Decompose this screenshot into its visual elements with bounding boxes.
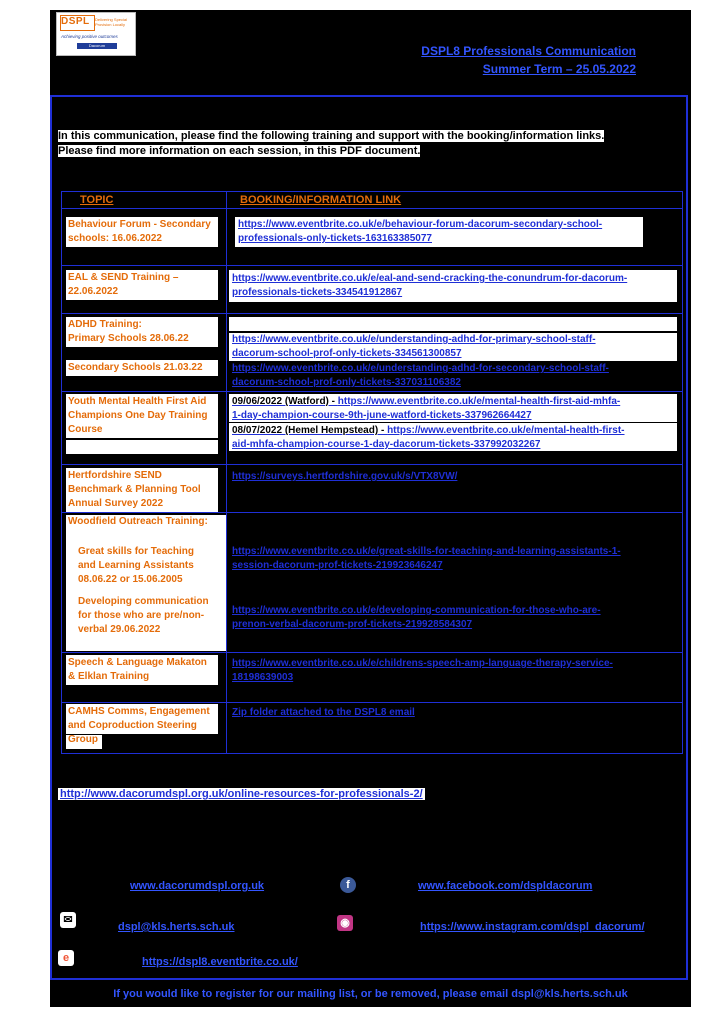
eventbrite-link[interactable]: https://dspl8.eventbrite.co.uk/ [142,956,298,968]
row-line [61,313,683,314]
email-icon: ✉ [60,912,76,928]
speech-language-link[interactable]: https://www.eventbrite.co.uk/e/childrens-speech-amp-language-therapy-service- 18198639003 [232,658,613,683]
header-title: DSPL8 Professionals Communication [421,44,636,58]
logo-area: Dacorum [77,43,117,49]
website-link[interactable]: www.dacorumdspl.org.uk [130,880,265,892]
row-line [61,652,683,653]
instagram-link[interactable]: https://www.instagram.com/dspl_dacorum/ [420,921,645,933]
topic-woodfield: Woodfield Outreach Training: [68,516,208,527]
email-link[interactable]: dspl@kls.herts.sch.uk [118,921,235,933]
intro-line-2: Please find more information on each session, in this PDF document. [58,145,421,157]
woodfield-great-skills-link[interactable]: https://www.eventbrite.co.uk/e/great-skills-for-teaching-and-learning-assistants-1- session-dacorum-prof-tickets-219923646247 [232,546,621,571]
website-icon: ✎ [58,872,74,888]
intro-line-1: In this communication, please find the following training and support with the booking/information links. [58,130,605,142]
row-line [61,265,683,266]
woodfield-communication-link[interactable]: https://www.eventbrite.co.uk/e/developing-communication-for-those-who-are- prenon-verbal-dacorum-prof-tickets-219928584307 [232,605,601,630]
table-divider [226,191,227,754]
instagram-icon: ◉ [337,915,353,931]
mhfa-watford-link[interactable]: 09/06/2022 (Watford) - https://www.eventbrite.co.uk/e/mental-health-first-aid-mhfa- 1-day-champion-course-9th-june-watford-tickets-337962664427 [232,396,621,421]
topic-behaviour-forum: Behaviour Forum - Secondary schools: 16.06.2022 [68,219,211,244]
header-topic: TOPIC [80,194,114,206]
row-line [61,208,683,209]
eventbrite-icon: e [58,950,74,966]
eal-send-link[interactable]: https://www.eventbrite.co.uk/e/eal-and-send-cracking-the-conundrum-for-dacorum- professionals-tickets-334541912867 [232,273,628,298]
topic-youth-mhfa: Youth Mental Health First Aid Champions One Day Training Course [68,396,208,435]
herts-survey-link[interactable]: https://surveys.hertfordshire.gov.uk/s/VTX8VW/ [232,471,458,482]
facebook-link[interactable]: www.facebook.com/dspldacorum [418,880,593,892]
header-date: Summer Term – 25.05.2022 [482,62,636,76]
adhd-secondary-link[interactable]: https://www.eventbrite.co.uk/e/understanding-adhd-for-secondary-school-staff- dacorum-school-prof-only-tickets-337031106382 [232,363,609,388]
logo-tagline: Achieving positive outcomes [61,34,118,39]
logo-text: DSPL [61,16,90,27]
mailing-list-footer: If you would like to register for our mailing list, or be removed, please email dspl@kls.herts.sch.uk [113,988,628,1000]
row-line [61,512,683,513]
row-line [61,464,683,465]
facebook-icon: f [340,877,356,893]
row-line [61,702,683,703]
intro-text [58,129,668,159]
topic-camhs: CAMHS Comms, Engagement and Coproduction Steering Group [68,706,210,745]
topic-adhd-secondary: Secondary Schools 21.03.22 [68,362,203,373]
mhfa-hemel-link[interactable]: 08/07/2022 (Hemel Hempstead) - https://www.eventbrite.co.uk/e/mental-health-first- aid-mhfa-champion-course-1-day-dacorum-tickets-337992032267 [232,425,625,450]
camhs-info: Zip folder attached to the DSPL8 email [232,707,415,718]
topic-eal-send: EAL & SEND Training – 22.06.2022 [68,272,179,297]
topic-adhd: ADHD Training: Primary Schools 28.06.22 [68,319,189,344]
dspl-logo [56,12,136,56]
topic-herts-send-survey: Hertfordshire SEND Benchmark & Planning Tool Annual Survey 2022 [68,470,201,509]
row-line [61,391,683,392]
topic-woodfield-communication: Developing communication for those who are pre/non- verbal 29.06.2022 [78,596,209,635]
header-link: BOOKING/INFORMATION LINK [240,194,402,206]
adhd-primary-link[interactable]: https://www.eventbrite.co.uk/e/understanding-adhd-for-primary-school-staff- dacorum-school-prof-only-tickets-334561300857 [232,334,596,359]
logo-subtitle: Delivering Special Provision Locally [95,17,128,27]
online-resources-link[interactable]: http://www.dacorumdspl.org.uk/online-resources-for-professionals-2/ [60,788,423,800]
topic-woodfield-great-skills: Great skills for Teaching and Learning Assistants 08.06.22 or 15.06.2005 [78,546,194,585]
behaviour-forum-link[interactable]: https://www.eventbrite.co.uk/e/behaviour-forum-dacorum-secondary-school- professionals-only-tickets-163163385077 [238,219,603,244]
topic-speech-language: Speech & Language Makaton & Elklan Training [68,657,207,682]
